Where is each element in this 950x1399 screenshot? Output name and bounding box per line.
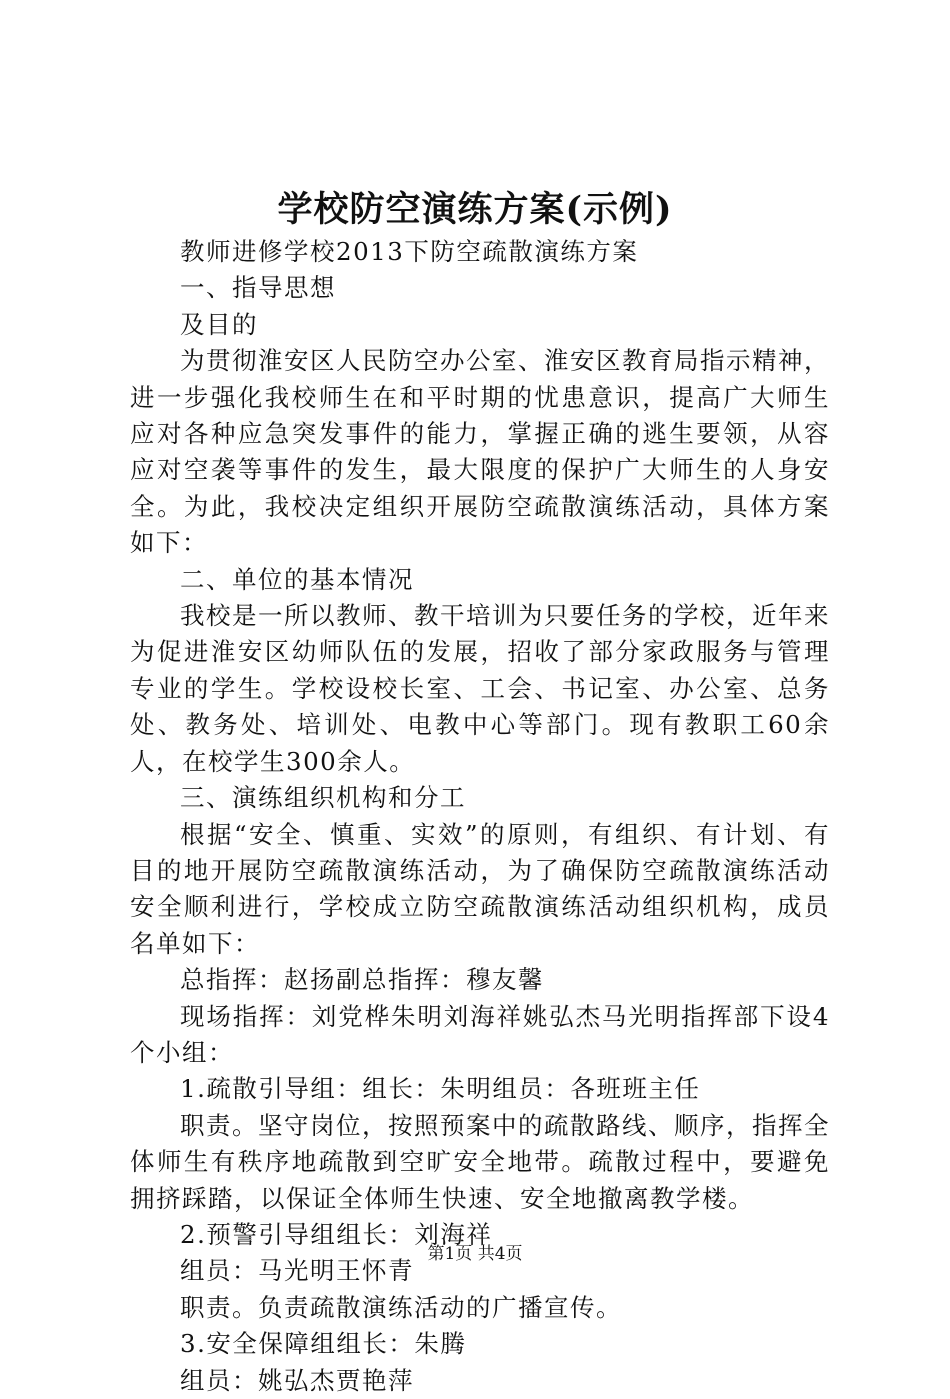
section-heading-1-cont: 及目的 — [180, 309, 258, 339]
paragraph-commander: 总指挥：赵扬副总指挥：穆友馨 — [180, 965, 544, 995]
paragraph-onsite-command: 现场指挥：刘党桦朱明刘海祥姚弘杰马光明指挥部下设4个小组： — [130, 1001, 830, 1067]
section-heading-1: 一、指导思想 — [180, 273, 336, 303]
group-3-heading: 3.安全保障组组长：朱腾 — [180, 1329, 467, 1359]
section-heading-2: 二、单位的基本情况 — [180, 564, 414, 594]
group-2-heading: 2.预警引导组组长：刘海祥 — [180, 1219, 493, 1249]
page-footer: 第1页 共4页 — [427, 1244, 523, 1264]
paragraph-subtitle: 教师进修学校2013下防空疏散演练方案 — [180, 237, 639, 266]
paragraph-organization: 根据“安全、慎重、实效”的原则，有组织、有计划、有目的地开展防空疏散演练活动，为了确保防空疏散演练活动安全顺利进行，学校成立防空疏散演练活动组织机构，成员名单如下： — [130, 819, 830, 958]
group-1-duty: 职责。坚守岗位，按照预案中的疏散路线、顺序，指挥全体师生有秩序地疏散到空旷安全地带。疏散过程中，要避免拥挤踩踏，以保证全体师生快速、安全地撤离教学楼。 — [130, 1110, 830, 1213]
document-body — [130, 234, 830, 1399]
group-2-members: 组员：马光明王怀青 — [180, 1256, 414, 1286]
group-3-members: 组员：姚弘杰贾艳萍 — [180, 1365, 414, 1395]
document-title: 学校防空演练方案(示例) — [277, 189, 673, 230]
group-1-heading: 1.疏散引导组：组长：朱明组员：各班班主任 — [180, 1074, 701, 1104]
paragraph-school-info: 我校是一所以教师、教干培训为只要任务的学校，近年来为促进淮安区幼师队伍的发展，招收了部分家政服务与管理专业的学生。学校设校长室、工会、书记室、办公室、总务处、教务处、培训处、电教中心等部门。现有教职工60余人，在校学生300余人。 — [130, 601, 830, 776]
group-2-duty: 职责。负责疏散演练活动的广播宣传。 — [180, 1292, 622, 1322]
section-heading-3: 三、演练组织机构和分工 — [180, 783, 466, 813]
paragraph-purpose: 为贯彻淮安区人民防空办公室、淮安区教育局指示精神，进一步强化我校师生在和平时期的忧患意识，提高广大师生应对各种应急突发事件的能力，掌握正确的逃生要领，从容应对空袭等事件的发生，最大限度的保护广大师生的人身安全。为此，我校决定组织开展防空疏散演练活动，具体方案如下： — [130, 346, 830, 558]
